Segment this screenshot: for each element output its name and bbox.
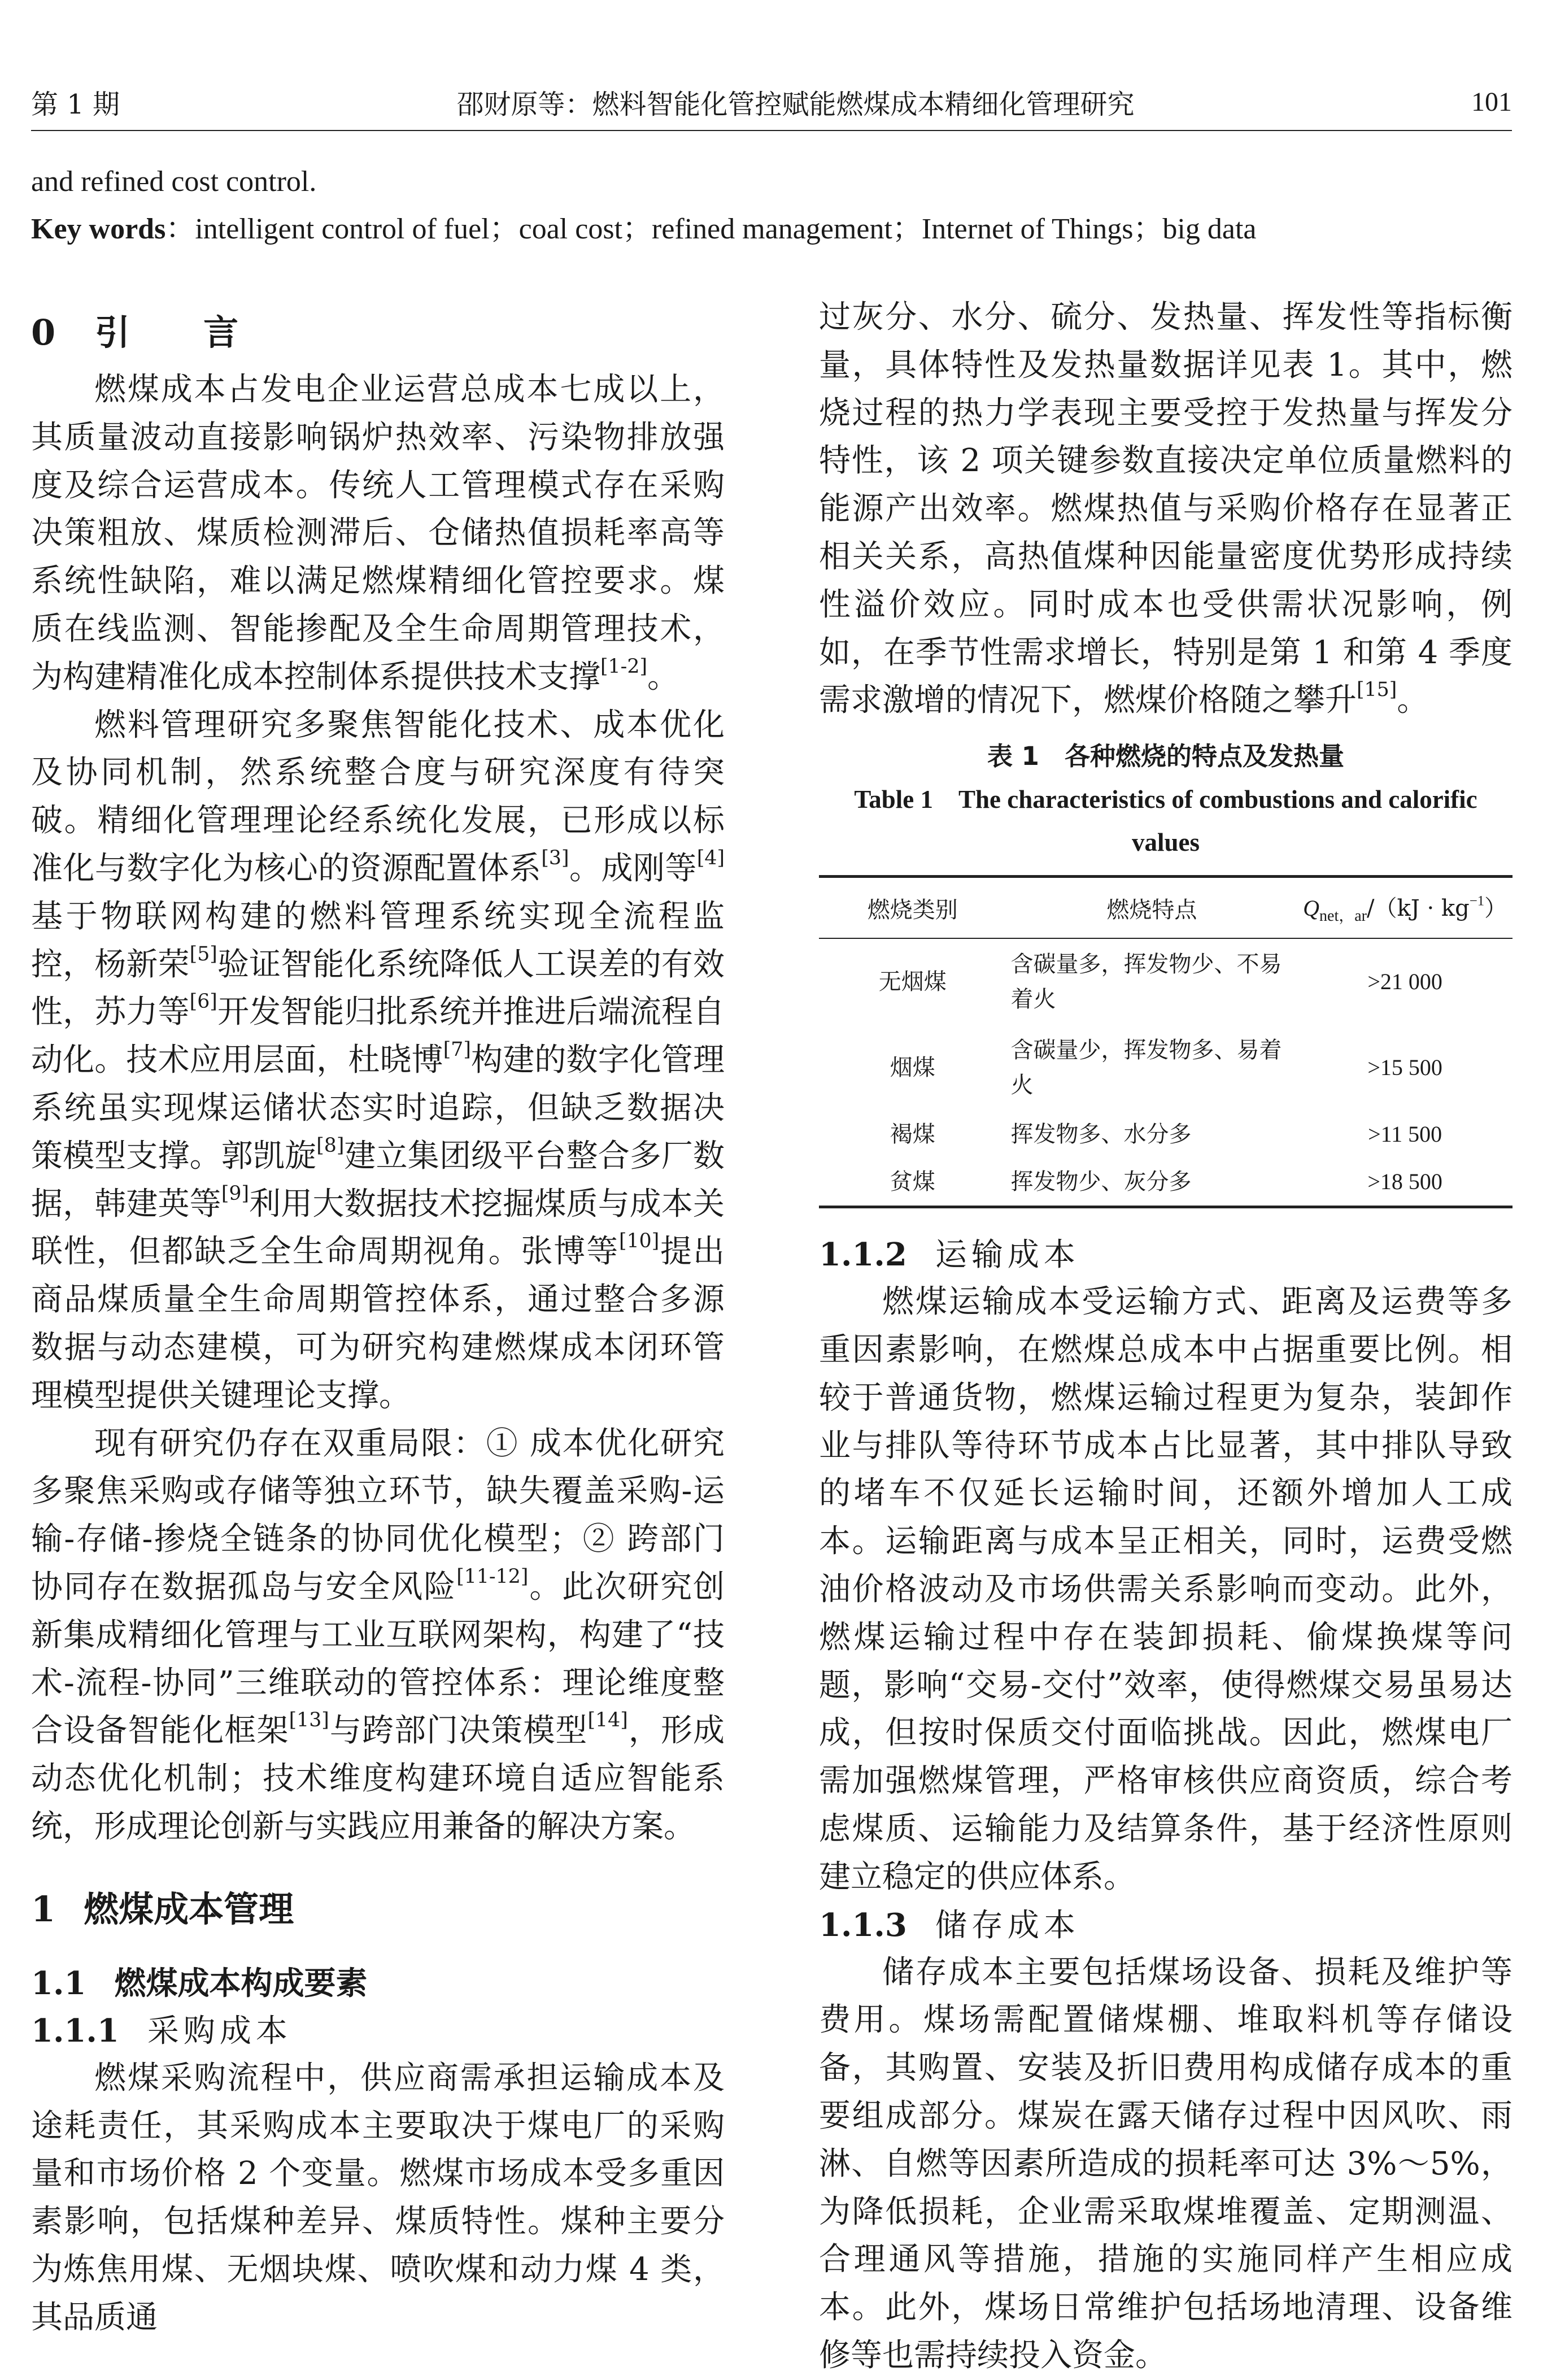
storage-cost-paragraph: 储存成本主要包括煤场设备、损耗及维护等费用。煤场需配置储煤棚、堆取料机等存储设备，其购置、安装及折旧费用构成储存成本的重要组成部分。煤炭在露天储存过程中因风吹、雨淋、自燃等因素所造成的损耗率可达 3%～5%，为降低损耗，企业需采取煤堆覆盖、定期测温、合理通风等措施，措施的实施同样产生相应成本。此外，煤场日常维护包括场地清理、设备维修等也需持续投入资金。 [819,1953,1513,2374]
intro-paragraph-2: 燃料管理研究多聚焦智能化技术、成本优化及协同机制，然系统整合度与研究深度有待突破。精细化管理理论经系统化发展，已形成以标准化与数字化为核心的资源配置体系[3]。成刚等[4]基于物联网构建的燃料管理系统实现全流程监控，杨新荣[5]验证智能化系统降低人工误差的有效性，苏力等[6]开发智能归批系统并推进后端流程自动化。技术应用层面，杜晓博[7]构建的数字化管理系统虽实现煤运储状态实时追踪，但缺乏数据决策模型支撑。郭凯旋[8]建立集团级平台整合多厂数据，韩建英等[9]利用大数据技术挖掘煤质与成本关联性，但都缺乏全生命周期视角。张博等[10]提出商品煤质量全生命周期管控体系，通过整合多源数据与动态建模，可为研究构建燃煤成本闭环管理模型提供关键理论支撑。 [31,706,725,1414]
intro-paragraph-3: 现有研究仍存在双重局限：① 成本优化研究多聚焦采购或存储等独立环节，缺失覆盖采购-运输-存储-掺烧全链条的协同优化模型；② 跨部门协同存在数据孤岛与安全风险[11-12]。此次研究创新集成精细化管理与工业互联网架构，构建了“技术-流程-协同”三维联动的管控体系：理论维度整合设备智能化框架[13]与跨部门决策模型[14]，形成动态优化机制；技术维度构建环境自适应智能系统，形成理论创新与实践应用兼备的解决方案。 [31,1425,725,1845]
purchase-cost-paragraph-continued: 过灰分、水分、硫分、发热量、挥发性等指标衡量，具体特性及发热量数据详见表 1。其中，燃烧过程的热力学表现主要受控于发热量与挥发分特性，该 2 项关键参数直接决定单位质量燃料的能源产出效率。燃煤热值与采购价格存在显著正相关关系，高热值煤种因能量密度优势形成持续性溢价效应。同时成本也受供需状况影响，例如，在季节性需求增长，特别是第 1 和第 4 季度需求激增的情况下，燃煤价格随之攀升[15]。 [819,299,1513,719]
table-header-row [819,877,1513,939]
citation: [14] [587,1709,628,1732]
section-1-1-3-heading [819,1902,1513,1949]
cell-feature: 挥发物多、水分多 [1010,1121,1192,1148]
cell-feature: 含碳量少，挥发物多、易着火 [1010,1037,1282,1099]
table-caption-zh: 表 1 各种燃烧的特点及发热量 [987,741,1344,772]
section-1-1-1-heading [31,2007,725,2055]
header-type: 燃烧类别 [819,877,1006,939]
citation: [6] [189,990,217,1013]
cell-type: 烟煤 [890,1055,935,1081]
section-title: 燃煤成本构成要素 [114,1965,368,2002]
citation: [3] [541,846,569,869]
running-header [31,73,1512,131]
running-title: 邵财原等：燃料智能化管控赋能燃煤成本精细化管理研究 [456,88,1135,120]
cell-type: 褐煤 [890,1121,935,1148]
section-title: 运输成本 [935,1237,1080,1274]
section-number: 0 [31,312,56,353]
header-heat-value: $Q_{net,ar}/(kJ \cdot kg^{-1})$ [1297,877,1513,939]
transport-cost-paragraph: 燃煤运输成本受运输方式、距离及运费等多重因素影响，在燃煤总成本中占据重要比例。相较于普通货物，燃煤运输过程更为复杂，装卸作业与排队等待环节成本占比显著，其中排队导致的堵车不仅延长运输时间，还额外增加人工成本。运输距离与成本呈正相关，同时，运费受燃油价格波动及市场供需关系影响而变动。此外，燃煤运输过程中存在装卸损耗、偷煤换煤等问题，影响“交易-交付”效率，使得燃煤交易虽易达成，但按时保质交付面临挑战。因此，燃煤电厂需加强燃煤管理，严格审核供应商资质，综合考虑煤质、运输能力及结算条件，基于经济性原则建立稳定的供应体系。 [819,1283,1513,1895]
citation: [5] [189,942,217,965]
section-1-1-2-heading [819,1231,1513,1278]
section-1-heading [31,1876,725,1943]
section-title: 储存成本 [935,1907,1080,1944]
section-number: 1 [31,1888,56,1930]
right-column [819,294,1513,2380]
table-caption-en: Table 1 The characteristics of combustions and calorific values [854,785,1477,857]
abstract-tail-block [31,158,1512,253]
cell-type: 无烟煤 [878,969,947,995]
cell-feature: 含碳量多，挥发物少、不易着火 [1010,951,1282,1013]
section-title: 燃煤成本管理 [84,1888,294,1930]
citation: [13] [289,1709,329,1732]
keywords-label: Key words [31,213,166,245]
citation: [10] [619,1230,660,1253]
citation: [15] [1357,678,1397,702]
cell-feature: 挥发物少、灰分多 [1010,1169,1192,1195]
section-0-heading [31,299,725,366]
citation: [11-12] [456,1565,529,1588]
citation: [7] [443,1038,471,1061]
page-number: 101 [1471,86,1512,117]
cell-value: >18 500 [1367,1169,1442,1195]
section-number: 1.1.2 [819,1236,907,1274]
header-feature: 燃烧特点 [1006,877,1298,939]
keywords-separator: ： [165,213,195,245]
cell-value: >21 000 [1367,969,1442,995]
section-number: 1.1.1 [31,2012,119,2050]
citation: [4] [696,846,725,869]
table-row [819,1025,1513,1111]
section-1-1-heading [31,1960,725,2007]
cell-value: >11 500 [1368,1121,1442,1147]
keywords-text: intelligent control of fuel；coal cost；refined management；Internet of Things；big data [195,213,1257,245]
table-row [819,1111,1513,1158]
citation: [9] [221,1182,249,1205]
purchase-cost-paragraph: 燃煤采购流程中，供应商需承担运输成本及途耗责任，其采购成本主要取决于煤电厂的采购量和市场价格 2 个变量。燃煤市场成本受多重因素影响，包括煤种差异、煤质特性。煤种主要分为炼焦用煤、无烟块煤、喷吹煤和动力煤 4 类，其品质通 [31,2059,725,2336]
citation: [8] [316,1134,345,1157]
cell-type: 贫煤 [890,1169,935,1195]
abstract-tail: and refined cost control. [31,166,317,198]
intro-paragraph-1: 燃煤成本占发电企业运营总成本七成以上，其质量波动直接影响锅炉热效率、污染物排放强度及综合运营成本。传统人工管理模式存在采购决策粗放、煤质检测滞后、仓储热值损耗率高等系统性缺陷，难以满足燃煤精细化管控要求。煤质在线监测、智能掺配及全生命周期管理技术，为构建精准化成本控制体系提供技术支撑[1-2]。 [31,371,725,695]
issue-number: 第 1 期 [31,88,120,120]
section-number: 1.1 [31,1964,86,2002]
citation: [1-2] [600,655,647,678]
section-number: 1.1.3 [819,1906,907,1944]
table-row [819,1158,1513,1207]
cell-value: >15 500 [1367,1055,1442,1081]
section-title: 引言 [95,312,312,353]
left-column [31,294,725,2342]
keywords-line [31,206,1512,253]
table-row [819,938,1513,1025]
section-title: 采购成本 [147,2012,292,2050]
coal-properties-table [819,875,1513,1208]
